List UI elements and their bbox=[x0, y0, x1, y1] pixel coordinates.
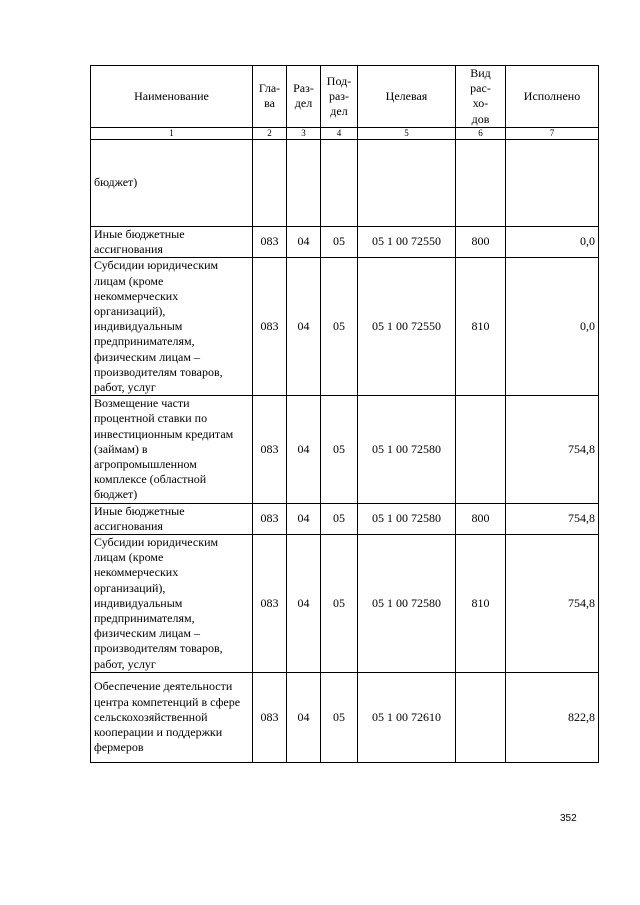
row-glava: 083 bbox=[253, 396, 287, 503]
row-vid bbox=[456, 139, 506, 226]
row-podrazdel: 05 bbox=[321, 535, 358, 673]
table-row bbox=[91, 139, 599, 226]
row-celevaya: 05 1 00 72580 bbox=[358, 535, 456, 673]
row-glava: 083 bbox=[253, 535, 287, 673]
col-header-glava: Гла- ва bbox=[253, 66, 287, 128]
row-celevaya: 05 1 00 72610 bbox=[358, 672, 456, 762]
row-name: Обеспечение деятельности центра компетенций в сфере сельскохозяйственной кооперации и поддержки фермеров bbox=[91, 672, 253, 762]
table-row bbox=[91, 672, 599, 762]
row-ispolneno: 822,8 bbox=[506, 672, 599, 762]
row-ispolneno bbox=[506, 139, 599, 226]
table-row bbox=[91, 535, 599, 673]
row-glava bbox=[253, 139, 287, 226]
row-razdel: 04 bbox=[287, 258, 321, 396]
table-row bbox=[91, 503, 599, 534]
col-number: 2 bbox=[253, 127, 287, 139]
row-podrazdel bbox=[321, 139, 358, 226]
row-ispolneno: 754,8 bbox=[506, 535, 599, 673]
row-razdel bbox=[287, 139, 321, 226]
row-vid: 810 bbox=[456, 258, 506, 396]
row-name: Субсидии юридическим лицам (кроме некоммерческих организаций), индивидуальным предпринимателям, физическим лицам – производителям товаров, работ, услуг bbox=[91, 535, 253, 673]
row-celevaya: 05 1 00 72580 bbox=[358, 503, 456, 534]
row-name: Иные бюджетные ассигнования bbox=[91, 503, 253, 534]
col-header-ispolneno: Исполнено bbox=[506, 66, 599, 128]
budget-table bbox=[90, 65, 599, 763]
row-podrazdel: 05 bbox=[321, 672, 358, 762]
row-name: Субсидии юридическим лицам (кроме некоммерческих организаций), индивидуальным предпринимателям, физическим лицам – производителям товаров, работ, услуг bbox=[91, 258, 253, 396]
row-vid: 810 bbox=[456, 535, 506, 673]
row-razdel: 04 bbox=[287, 672, 321, 762]
col-number: 1 bbox=[91, 127, 253, 139]
row-celevaya: 05 1 00 72580 bbox=[358, 396, 456, 503]
row-ispolneno: 0,0 bbox=[506, 226, 599, 257]
row-razdel: 04 bbox=[287, 503, 321, 534]
page-number: 352 bbox=[560, 813, 577, 824]
col-number: 4 bbox=[321, 127, 358, 139]
row-glava: 083 bbox=[253, 503, 287, 534]
row-podrazdel: 05 bbox=[321, 258, 358, 396]
row-glava: 083 bbox=[253, 672, 287, 762]
row-ispolneno: 754,8 bbox=[506, 503, 599, 534]
col-header-celevaya: Целевая bbox=[358, 66, 456, 128]
col-header-razdel: Раз- дел bbox=[287, 66, 321, 128]
column-number-row bbox=[91, 127, 599, 139]
table-row bbox=[91, 396, 599, 503]
col-number: 7 bbox=[506, 127, 599, 139]
row-glava: 083 bbox=[253, 226, 287, 257]
col-header-podrazdel: Под- раз- дел bbox=[321, 66, 358, 128]
row-podrazdel: 05 bbox=[321, 396, 358, 503]
row-razdel: 04 bbox=[287, 396, 321, 503]
row-vid: 800 bbox=[456, 503, 506, 534]
row-glava: 083 bbox=[253, 258, 287, 396]
row-vid bbox=[456, 396, 506, 503]
row-podrazdel: 05 bbox=[321, 226, 358, 257]
row-vid bbox=[456, 672, 506, 762]
col-number: 5 bbox=[358, 127, 456, 139]
header-row bbox=[91, 66, 599, 128]
row-celevaya: 05 1 00 72550 bbox=[358, 258, 456, 396]
row-vid: 800 bbox=[456, 226, 506, 257]
row-ispolneno: 754,8 bbox=[506, 396, 599, 503]
row-razdel: 04 bbox=[287, 226, 321, 257]
row-razdel: 04 bbox=[287, 535, 321, 673]
row-name: бюджет) bbox=[91, 139, 253, 226]
col-header-vid: Вид рас- хо- дов bbox=[456, 66, 506, 128]
row-ispolneno: 0,0 bbox=[506, 258, 599, 396]
row-celevaya: 05 1 00 72550 bbox=[358, 226, 456, 257]
row-celevaya bbox=[358, 139, 456, 226]
col-header-name: Наименование bbox=[91, 66, 253, 128]
table-row bbox=[91, 226, 599, 257]
row-name: Иные бюджетные ассигнования bbox=[91, 226, 253, 257]
col-number: 6 bbox=[456, 127, 506, 139]
table-row bbox=[91, 258, 599, 396]
row-name: Возмещение части процентной ставки по инвестиционным кредитам (займам) в агропромышленном комплексе (областной бюджет) bbox=[91, 396, 253, 503]
col-number: 3 bbox=[287, 127, 321, 139]
row-podrazdel: 05 bbox=[321, 503, 358, 534]
